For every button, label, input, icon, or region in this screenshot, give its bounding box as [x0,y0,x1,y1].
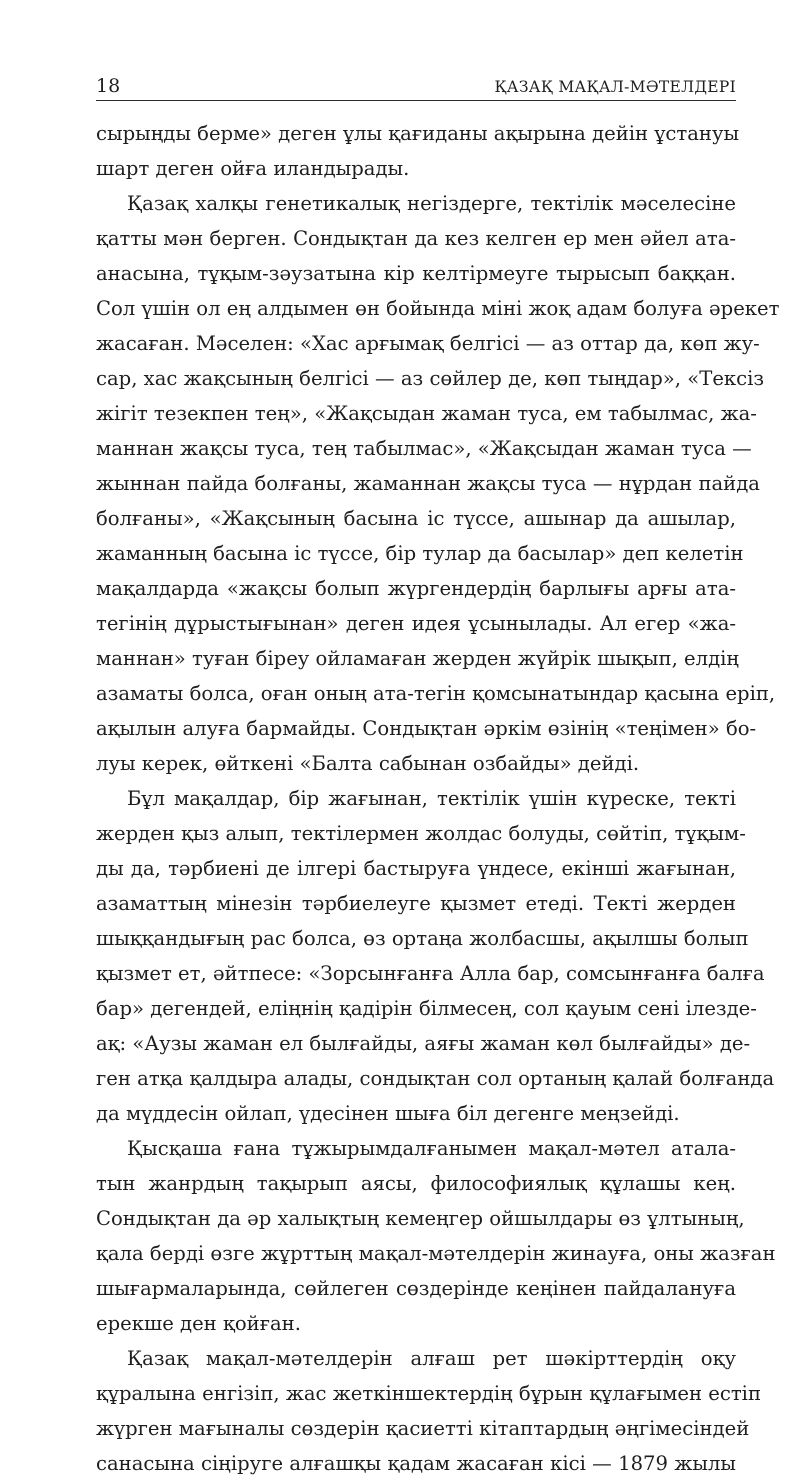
text-line: құралына енгізіп, жас жеткіншектердің бұрын құлағымен естіп [96,1382,762,1405]
book-title: ҚАЗАҚ МАҚАЛ-МӘТЕЛДЕРІ [494,78,736,96]
text-line: санасына сіңіруге алғашқы қадам жасаған кісі — 1879 жылы [96,1452,736,1475]
text-line: болғаны», «Жақсының басына іс түссе, ашынар да ашылар, [96,507,736,530]
text-line: Бұл мақалдар, бір жағынан, тектілік үшін күреске, текті [127,787,736,810]
text-line: мақалдарда «жақсы болып жүргендердің барлығы арғы ата- [96,577,736,600]
running-head [96,76,736,100]
text-line: жігіт тезекпен тең», «Жақсыдан жаман туса, ем табылмас, жа- [96,402,757,425]
text-line: маннан» туған біреу ойламаған жерден жүйрік шықып, елдің [96,647,739,670]
text-line: азаматтың мінезін тәрбиелеуге қызмет етеді. Текті жерден [96,892,736,915]
text-line: сар, хас жақсының белгісі — аз сөйлер де, көп тыңдар», «Тексіз [96,367,765,390]
text-line: ақылын алуға бармайды. Сондықтан әркім өзінің «теңімен» бо- [96,717,757,740]
text-line: шығармаларында, сөйлеген сөздерінде кеңінен пайдалануға [96,1277,736,1300]
text-line: тегінің дұрыстығынан» деген идея ұсынылады. Ал егер «жа- [96,612,736,635]
paragraph [96,116,740,186]
text-line: Сол үшін ол ең алдымен өн бойында міні жоқ адам болуға әрекет [96,297,780,320]
text-line: сырыңды берме» деген ұлы қағиданы ақырына дейін ұстануы [96,122,740,145]
text-line: ерекше ден қойған. [96,1312,301,1335]
text-line: ген атқа қалдыра алады, сондықтан сол ортаның қалай болғанда [96,1067,775,1090]
text-line: анасына, тұқым-зәузатына кір келтірмеуге тырысып баққан. [96,262,736,285]
text-line: жыннан пайда болғаны, жаманнан жақсы туса — нұрдан пайда [96,472,760,495]
text-line: жүрген мағыналы сөздерін қасиетті кітаптардың әңгімесіндей [96,1417,750,1440]
text-line: Қысқаша ғана тұжырымдалғанымен мақал-мәтел атала- [127,1137,736,1160]
text-line: жасаған. Мәселен: «Хас арғымақ белгісі — аз оттар да, көп жу- [96,332,760,355]
text-line: ақ: «Аузы жаман ел былғайды, аяғы жаман көл былғайды» де- [96,1032,751,1055]
text-line: ды да, тәрбиені де ілгері бастыруға үндесе, екінші жағынан, [96,857,736,880]
text-line: қызмет ет, әйтпесе: «Зорсынғанға Алла бар, сомсынғанға балға [96,962,765,985]
text-line: шарт деген ойға иландырады. [96,157,410,180]
body-text [96,116,780,1481]
paragraph [96,1341,762,1481]
text-line: Сондықтан да әр халықтың кемеңгер ойшылдары өз ұлтының, [96,1207,745,1230]
paragraph [96,1131,776,1341]
text-line: маннан жақсы туса, тең табылмас», «Жақсыдан жаман туса — [96,437,752,460]
text-line: жерден қыз алып, тектілермен жолдас болуды, сөйтіп, тұқым- [96,822,746,845]
text-line: луы керек, өйткені «Балта сабынан озбайды» дейді. [96,752,640,775]
paragraph [96,186,780,781]
text-line: бар» дегендей, еліңнің қадірін білмесең, сол қауым сені ілезде- [96,997,757,1020]
text-line: Қазақ мақал-мәтелдерін алғаш рет шәкірттердің оқу [127,1347,736,1370]
text-line: тын жанрдың тақырып аясы, философиялық құлашы кең. [96,1172,736,1195]
text-line: шыққандығың рас болса, өз ортаңа жолбасшы, ақылшы болып [96,927,749,950]
text-line: қатты мән берген. Сондықтан да кез келген ер мен әйел ата- [96,227,736,250]
text-line: қала берді өзге жұрттың мақал-мәтелдерін жинауға, оны жазған [96,1242,776,1265]
page-number: 18 [96,75,121,97]
text-line: азаматы болса, оған оның ата-тегін қомсынатындар қасына еріп, [96,682,776,705]
text-line: Қазақ халқы генетикалық негіздерге, тектілік мәселесіне [127,192,736,215]
text-line: жаманның басына іс түссе, бір тулар да басылар» деп келетін [96,542,744,565]
paragraph [96,781,775,1131]
header-rule [96,100,736,101]
text-line: да мүддесін ойлап, үдесінен шыға біл дегенге меңзейді. [96,1102,680,1125]
